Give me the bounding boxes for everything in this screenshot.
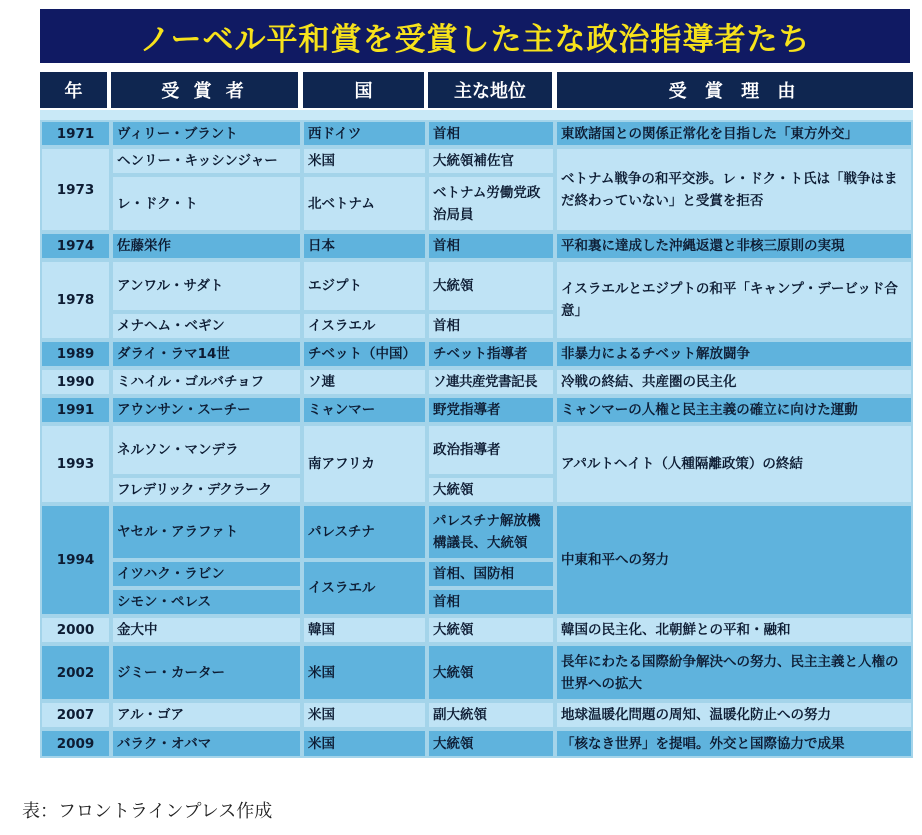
cell-name: アンワル・サダト xyxy=(113,262,300,310)
cell-name: メナヘム・ベギン xyxy=(113,314,300,338)
cell-position: 首相 xyxy=(429,122,553,145)
cell-country: 西ドイツ xyxy=(304,122,425,145)
cell-position: 野党指導者 xyxy=(429,398,553,422)
source-caption: 表：フロントラインプレス作成 xyxy=(22,801,273,822)
page-title: ノーベル平和賞を受賞した主な政治指導者たち xyxy=(139,21,811,58)
cell-position: 大統領 xyxy=(429,731,553,756)
cell-year: 1991 xyxy=(42,398,109,422)
cell-name: アル・ゴア xyxy=(113,703,300,727)
cell-position: ソ連共産党書記長 xyxy=(429,370,553,394)
cell-reason: 中東和平への努力 xyxy=(557,506,911,614)
cell-reason: アパルトヘイト（人種隔離政策）の終結 xyxy=(557,426,911,502)
cell-country: パレスチナ xyxy=(304,506,425,558)
cell-position: 首相 xyxy=(429,234,553,258)
cell-position: 大統領 xyxy=(429,262,553,310)
cell-name: シモン・ペレス xyxy=(113,590,300,614)
cell-year: 1974 xyxy=(42,234,109,258)
cell-year: 2007 xyxy=(42,703,109,727)
cell-name: ヤセル・アラファト xyxy=(113,506,300,558)
header-year: 年 xyxy=(40,72,107,108)
cell-name: ダライ・ラマ14世 xyxy=(113,342,300,366)
cell-reason: 韓国の民主化、北朝鮮との平和・融和 xyxy=(557,618,911,642)
cell-country: イスラエル xyxy=(304,314,425,338)
cell-year: 1989 xyxy=(42,342,109,366)
cell-year: 1973 xyxy=(42,149,109,230)
cell-reason: 東欧諸国との関係正常化を目指した「東方外交」 xyxy=(557,122,911,145)
cell-position: 大統領 xyxy=(429,618,553,642)
cell-name: ミハイル・ゴルバチョフ xyxy=(113,370,300,394)
header-name: 受 賞 者 xyxy=(111,72,298,108)
cell-position: 首相 xyxy=(429,314,553,338)
cell-country: 米国 xyxy=(304,149,425,173)
cell-country: 米国 xyxy=(304,703,425,727)
cell-position: 首相 xyxy=(429,590,553,614)
cell-position: 大統領補佐官 xyxy=(429,149,553,173)
cell-position: 副大統領 xyxy=(429,703,553,727)
cell-name: レ・ドク・ト xyxy=(113,177,300,230)
cell-year: 2000 xyxy=(42,618,109,642)
cell-reason: イスラエルとエジプトの和平「キャンプ・デービッド合意」 xyxy=(557,262,911,338)
cell-name: バラク・オバマ xyxy=(113,731,300,756)
cell-name: アウンサン・スーチー xyxy=(113,398,300,422)
cell-reason: 非暴力によるチベット解放闘争 xyxy=(557,342,911,366)
cell-year: 1994 xyxy=(42,506,109,614)
cell-reason: 冷戦の終結、共産圏の民主化 xyxy=(557,370,911,394)
cell-country: イスラエル xyxy=(304,562,425,614)
cell-name: 金大中 xyxy=(113,618,300,642)
cell-country: 南アフリカ xyxy=(304,426,425,502)
cell-year: 1978 xyxy=(42,262,109,338)
cell-year: 2002 xyxy=(42,646,109,699)
cell-name: ヘンリー・キッシンジャー xyxy=(113,149,300,173)
cell-position: ベトナム労働党政治局員 xyxy=(429,177,553,230)
cell-name: イツハク・ラビン xyxy=(113,562,300,586)
cell-country: 米国 xyxy=(304,646,425,699)
cell-name: ネルソン・マンデラ xyxy=(113,426,300,474)
cell-name: ジミー・カーター xyxy=(113,646,300,699)
header-spacer xyxy=(40,110,913,120)
cell-country: 米国 xyxy=(304,731,425,756)
cell-reason: ベトナム戦争の和平交渉。レ・ドク・ト氏は「戦争はまだ終わっていない」と受賞を拒否 xyxy=(557,149,911,230)
title-banner xyxy=(40,9,910,63)
cell-country: エジプト xyxy=(304,262,425,310)
cell-name: フレデリック・デクラーク xyxy=(113,478,300,502)
cell-country: ソ連 xyxy=(304,370,425,394)
header-position: 主な地位 xyxy=(428,72,552,108)
cell-position: パレスチナ解放機構議長、大統領 xyxy=(429,506,553,558)
cell-year: 1971 xyxy=(42,122,109,145)
cell-year: 1993 xyxy=(42,426,109,502)
cell-reason: 地球温暖化問題の周知、温暖化防止への努力 xyxy=(557,703,911,727)
cell-reason: 平和裏に達成した沖縄返還と非核三原則の実現 xyxy=(557,234,911,258)
cell-year: 2009 xyxy=(42,731,109,756)
cell-position: 政治指導者 xyxy=(429,426,553,474)
cell-reason: ミャンマーの人権と民主主義の確立に向けた運動 xyxy=(557,398,911,422)
cell-country: 日本 xyxy=(304,234,425,258)
cell-position: 首相、国防相 xyxy=(429,562,553,586)
cell-name: 佐藤栄作 xyxy=(113,234,300,258)
cell-name: ヴィリー・ブラント xyxy=(113,122,300,145)
cell-country: ミャンマー xyxy=(304,398,425,422)
cell-country: 韓国 xyxy=(304,618,425,642)
cell-reason: 長年にわたる国際紛争解決への努力、民主主義と人権の世界への拡大 xyxy=(557,646,911,699)
data-table xyxy=(40,120,913,758)
header-reason: 受 賞 理 由 xyxy=(557,72,913,108)
cell-country: チベット（中国） xyxy=(304,342,425,366)
cell-position: 大統領 xyxy=(429,646,553,699)
cell-year: 1990 xyxy=(42,370,109,394)
header-country: 国 xyxy=(303,72,424,108)
cell-position: 大統領 xyxy=(429,478,553,502)
cell-reason: 「核なき世界」を提唱。外交と国際協力で成果 xyxy=(557,731,911,756)
cell-country: 北ベトナム xyxy=(304,177,425,230)
cell-position: チベット指導者 xyxy=(429,342,553,366)
